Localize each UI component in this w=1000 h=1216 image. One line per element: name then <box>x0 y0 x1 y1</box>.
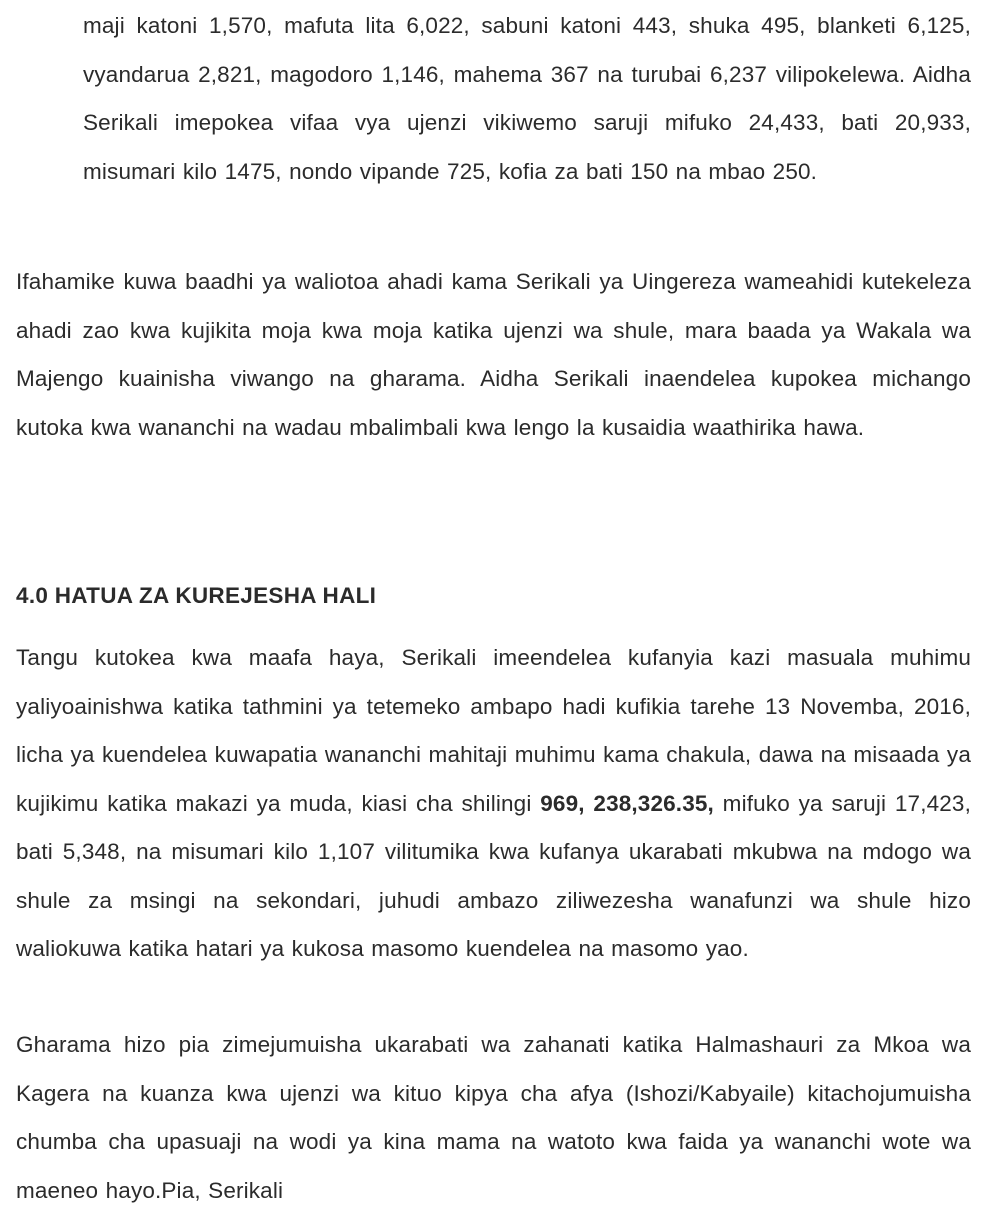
paragraph-relief-items: maji katoni 1,570, mafuta lita 6,022, sabuni katoni 443, shuka 495, blanketi 6,125, vyandarua 2,821, magodoro 1,146, mahema 367 na turubai 6,237 vilipokelewa. Aidha Serikali imepokea vifaa vya ujenzi vikiwemo saruji mifuko 24,433, bati 20,933, misumari kilo 1475, nondo vipande 725, kofia za bati 150 na mbao 250. <box>83 13 971 184</box>
paragraph-recovery-text-end: mifuko ya saruji 17,423, bati 5,348, na misumari kilo 1,107 vilitumika kwa kufanya ukarabati mkubwa na mdogo wa shule za msingi na sekondari, juhudi ambazo ziliwezesha wanafunzi wa shule hizo waliokuwa katika hatari ya kukosa masomo kuendelea na masomo yao. <box>16 790 971 961</box>
section-heading: 4.0 HATUA ZA KUREJESHA HALI <box>16 583 377 608</box>
paragraph-pledges: Ifahamike kuwa baadhi ya waliotoa ahadi kama Serikali ya Uingereza wameahidi kutekeleza ahadi zao kwa kujikita moja kwa moja katika ujenzi wa shule, mara baada ya Wakala wa Majengo kuainisha viwango na gharama. Aidha Serikali inaendelea kupokea michango kutoka kwa wananchi na wadau mbalimbali kwa lengo la kusaidia waathirika hawa. <box>16 269 971 440</box>
paragraph-recovery-text-start: Tangu kutokea kwa maafa haya, Serikali imeendelea kufanyia kazi masuala muhimu yaliyoainishwa katika tathmini ya tetemeko ambapo hadi kufikia tarehe 13 Novemba, 2016, licha ya kuendelea kuwapatia wananchi mahitaji muhimu kama chakula, dawa na misaada ya kujikimu katika makazi ya muda, kiasi cha shilingi <box>16 645 971 816</box>
paragraph-health-costs: Gharama hizo pia zimejumuisha ukarabati wa zahanati katika Halmashauri za Mkoa wa Kagera na kuanza kwa ujenzi wa kituo kipya cha afya (Ishozi/Kabyaile) kitachojumuisha chumba cha upasuaji na wodi ya kina mama na watoto kwa faida ya wananchi wote wa maeneo hayo.Pia, Serikali <box>16 1032 971 1203</box>
paragraph-recovery-measures <box>16 634 971 974</box>
amount-shillings: 969, 238,326.35, <box>540 790 714 816</box>
